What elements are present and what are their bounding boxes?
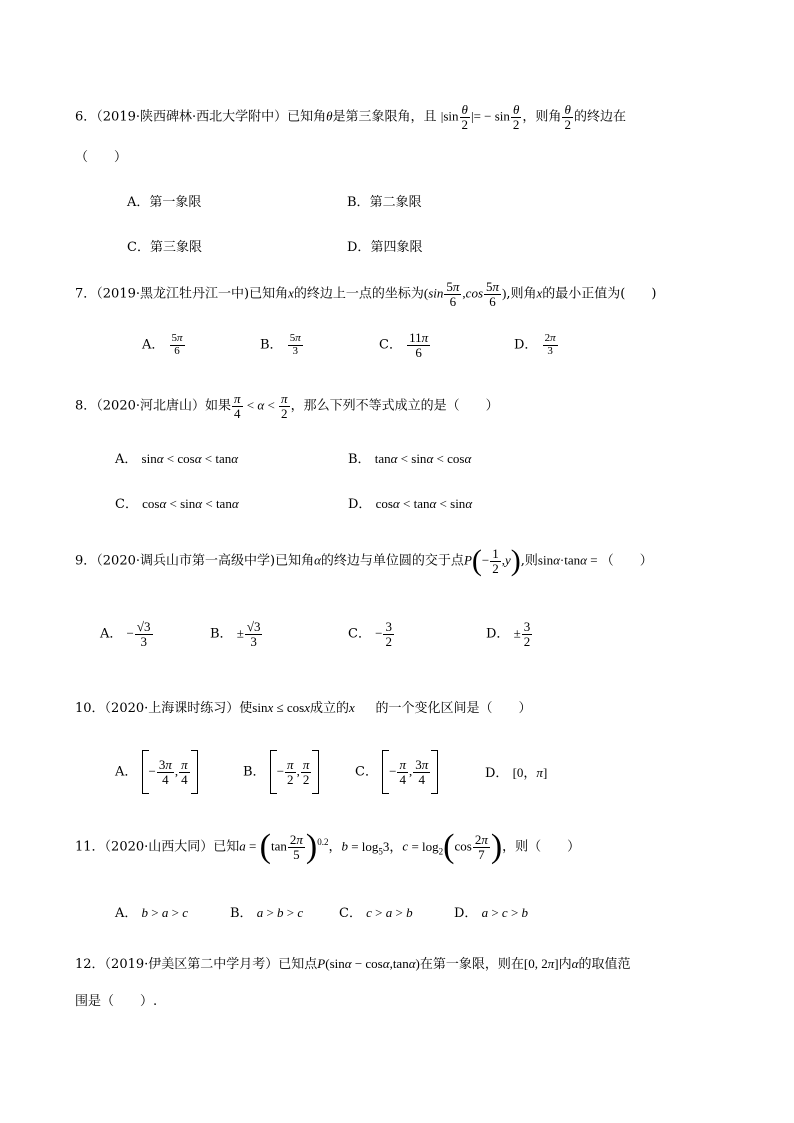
question-10-option-d: D． [0，π] xyxy=(485,765,548,781)
question-9-option-c: C． − $\frac{3}{2}$ xyxy=(348,619,392,649)
question-11-option-d: D． a > c > b xyxy=(454,905,529,921)
question-11-option-c: C． c > a > b xyxy=(339,905,413,921)
question-7-option-d: D． $\frac{2\pi}{3}$ xyxy=(514,332,556,357)
question-12-line2: 围是（ ）. xyxy=(75,994,158,1009)
question-6-option-c: C．第三象限 xyxy=(127,240,202,255)
question-10-option-b: B． − $\frac{\pi}{2}$ , $\frac{\pi}{2}$ xyxy=(243,750,319,794)
question-6-paren: （ ） xyxy=(75,150,128,165)
question-10-option-a: A． − $\frac{3\pi}{4}$ , $\frac{\pi}{4}$ xyxy=(115,750,198,794)
question-9-option-d: D． ± $\frac{3}{2}$ xyxy=(486,619,531,649)
question-9-stem: 9．（2020·调兵山市第一高级中学)已知角α的终边与单位圆的交于点P(− $\frac{1}{2}$ ,y),则sinα·tanα = （ ） xyxy=(75,544,653,577)
question-6-option-b: B．第二象限 xyxy=(347,195,422,210)
question-7-option-b: B． $\frac{5\pi}{3}$ xyxy=(260,332,301,357)
question-10-option-c: C． − $\frac{\pi}{4}$ , $\frac{3\pi}{4}$ xyxy=(355,750,438,794)
question-8-option-c: C． cosα < sinα < tanα xyxy=(115,496,239,512)
question-12-stem: 12．（2019·伊美区第二中学月考）已知点P(sinα − cosα,tanα)在第一象限，则在[0, 2π]内α的取值范 xyxy=(75,956,631,972)
question-9-option-b: B． ± $\frac{√3}{3}$ xyxy=(210,619,261,649)
question-8-option-d: D． cosα < tanα < sinα xyxy=(348,496,473,512)
question-7-stem: 7．（2019·黑龙江牡丹江一中)已知角x的终边上一点的坐标为(sin $\frac{5\pi}{6}$ ,cos $\frac{5\pi}{6}$ ),则角x的最小正值为( ) xyxy=(75,279,657,309)
question-10-stem: 10．（2020·上海课时练习）使sinx ≤ cosx成立的x 的一个变化区间是（ ） xyxy=(75,700,532,716)
question-8-stem: 8．（2020·河北唐山）如果 $\frac{\pi}{4}$ < α < $\frac{\pi}{2}$ ，那么下列不等式成立的是（ ） xyxy=(75,391,499,421)
question-11-option-b: B． a > b > c xyxy=(230,905,304,921)
question-8-option-a: A． sinα < cosα < tanα xyxy=(115,451,239,467)
question-7-option-a: A． $\frac{5\pi}{6}$ xyxy=(142,332,183,357)
question-6-stem: 6．（2019·陕西碑林·西北大学附中）已知角θ是第三象限角，且 |sin $\frac{\theta}{2}$ |= − sin $\frac{\theta}{2}$ ，则角 $\frac{\theta}{2}$ 的终边在 xyxy=(75,102,626,132)
question-9-option-a: A． − $\frac{√3}{3}$ xyxy=(100,619,151,649)
question-11-stem: 11．（2020·山西大同）已知a = (tan $\frac{2\pi}{5}$ )$^{0.2}$，$b = \log_53$，$c = \log_2(\cos$ $\frac{2\pi}{7}$ )，则（ ） xyxy=(75,828,581,865)
question-6-option-d: D．第四象限 xyxy=(347,240,423,255)
question-6-option-a: A．第一象限 xyxy=(127,195,202,210)
question-11-option-a: A． b > a > c xyxy=(115,905,188,921)
question-7-option-c: C． $\frac{11\pi}{6}$ xyxy=(379,330,429,360)
question-8-option-b: B． tanα < sinα < cosα xyxy=(348,451,472,467)
